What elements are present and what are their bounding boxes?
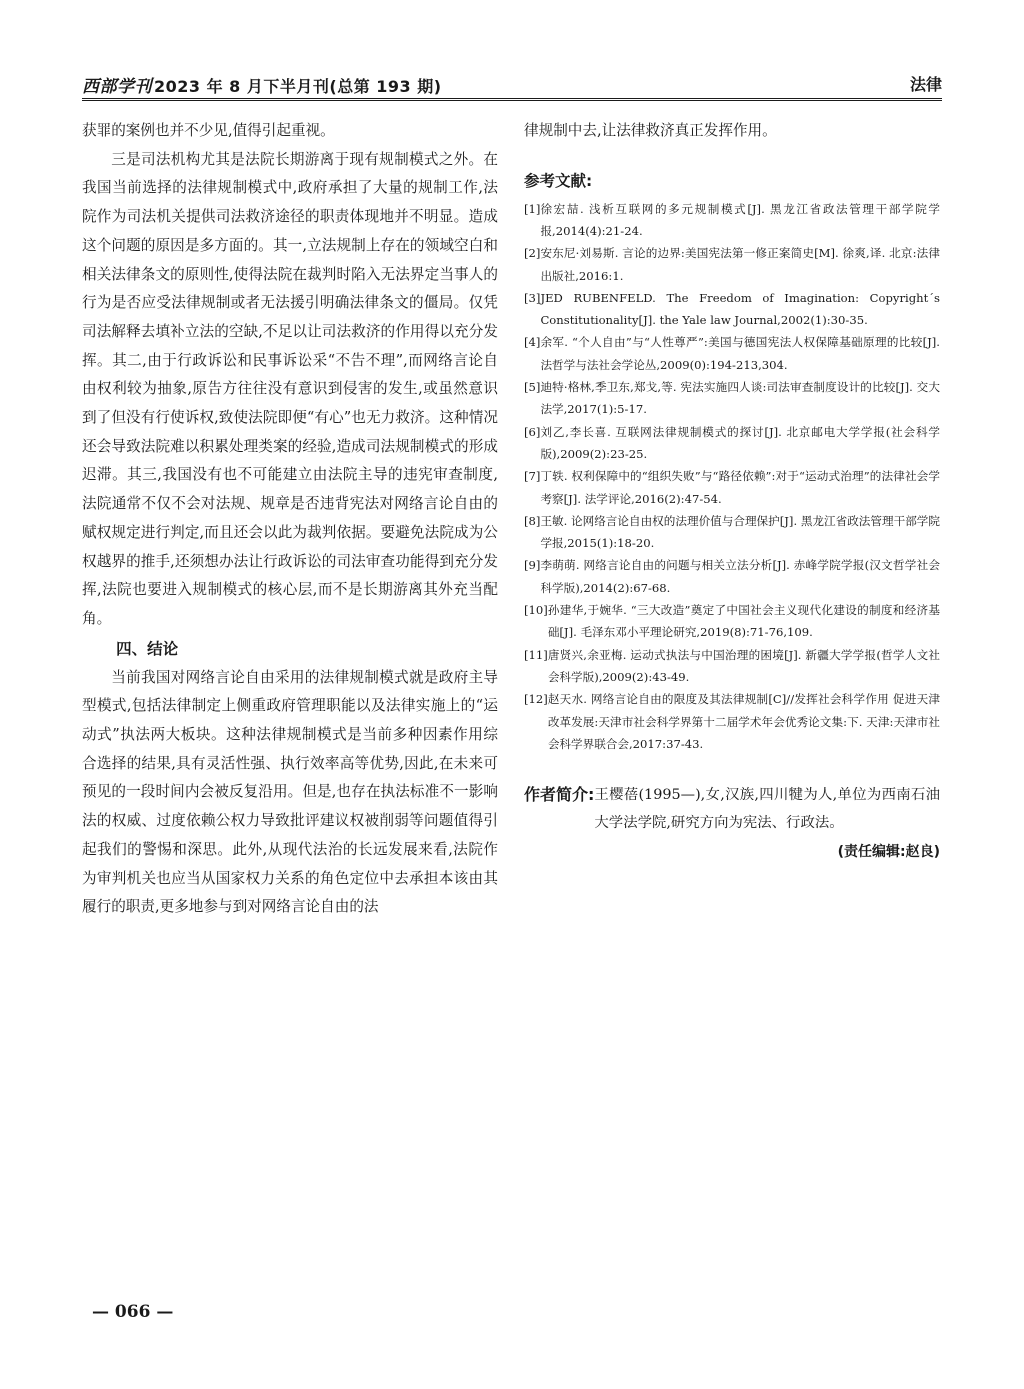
journal-issue-line xyxy=(82,72,442,97)
issue-info: 2023 年 8 月下半月刊(总第 193 期) xyxy=(154,77,442,96)
reference-number: [1] xyxy=(524,201,541,216)
reference-text: 赵天水. 网络言论自由的限度及其法律规制[C]//发挥社会科学作用 促进天津改革发展:天津市社会科学界第十二届学术年会优秀论文集:下. 天津:天津市社会科学界联合会,2017:37-43. xyxy=(547,692,940,751)
reference-item xyxy=(524,331,940,376)
paragraph: 当前我国对网络言论自由采用的法律规制模式就是政府主导型模式,包括法律制定上侧重政府管理职能以及法律实施上的“运动式”执法两大板块。这种法律规制模式是当前多种因素作用综合选择的结果,具有灵活性强、执行效率高等优势,因此,在未来可预见的一段时间内会被反复沿用。但是,也存在执法标准不一影响法的权威、过度依赖公权力导致批评建议权被削弱等问题值得引起我们的警惕和深思。此外,从现代法治的长远发展来看,法院作为审判机关也应当从国家权力关系的角色定位中去承担本该由其履行的职责,更多地参与到对网络言论自由的法 xyxy=(82,668,498,916)
reference-number: [4] xyxy=(524,335,541,350)
author-bio-label: 作者简介: xyxy=(524,785,595,805)
reference-text: 孙建华,于婉华. “三大改造”奠定了中国社会主义现代化建设的制度和经济基础[J]. 毛泽东邓小平理论研究,2019(8):71-76,109. xyxy=(547,603,940,640)
section-heading: 四、结论 xyxy=(116,639,179,658)
reference-list xyxy=(524,198,940,755)
reference-number: [2] xyxy=(524,246,541,261)
reference-number: [12] xyxy=(524,692,548,707)
reference-number: [11] xyxy=(524,647,548,662)
reference-number: [7] xyxy=(524,469,541,484)
reference-text: 徐宏喆. 浅析互联网的多元规制模式[J]. 黑龙江省政法管理干部学院学报,2014(4):21-24. xyxy=(540,201,940,238)
reference-item xyxy=(524,465,940,510)
reference-text: 刘乙,李长喜. 互联网法律规制模式的探讨[J]. 北京邮电大学学报(社会科学版),2009(2):23-25. xyxy=(540,424,940,461)
reference-item xyxy=(524,554,940,599)
responsible-editor: (责任编辑:赵良) xyxy=(837,844,940,861)
section-label: 法律 xyxy=(909,75,942,94)
reference-number: [6] xyxy=(524,424,541,439)
author-bio-text: 王樱蓓(1995—),女,汉族,四川犍为人,单位为西南石油大学法学院,研究方向为宪法、行政法。 xyxy=(594,787,940,832)
reference-text: 余军. “个人自由”与“人性尊严”:美国与德国宪法人权保障基础原理的比较[J]. 法哲学与法社会学论丛,2009(0):194-213,304. xyxy=(540,335,940,372)
reference-number: [9] xyxy=(524,558,541,573)
reference-text: 李萌萌. 网络言论自由的问题与相关立法分析[J]. 赤峰学院学报(汉文哲学社会科学版),2014(2):67-68. xyxy=(540,558,940,595)
header-divider xyxy=(82,98,942,101)
reference-number: [8] xyxy=(524,513,541,528)
reference-text: 迪特·格林,季卫东,郑戈,等. 宪法实施四人谈:司法审查制度设计的比较[J]. 交大法学,2017(1):5-17. xyxy=(540,380,940,417)
right-column xyxy=(524,117,940,861)
reference-text: 王敏. 论网络言论自由权的法理价值与合理保护[J]. 黑龙江省政法管理干部学院学报,2015(1):18-20. xyxy=(540,513,940,551)
running-header xyxy=(82,72,942,100)
reference-item xyxy=(524,644,940,689)
paragraph: 三是司法机构尤其是法院长期游离于现有规制模式之外。在我国当前选择的法律规制模式中,政府承担了大量的规制工作,法院作为司法机关提供司法救济途径的职责体现地并不明显。造成这个问题的原因是多方面的。其一,立法规制上存在的领域空白和相关法律条文的原则性,使得法院在裁判时陷入无法界定当事人的行为是否应受法律规制或者无法援引明确法律条文的僵局。仅凭司法解释去填补立法的空缺,不足以让司法救济的作用得以充分发挥。其二,由于行政诉讼和民事诉讼采“不告不理”,而网络言论自由权利较为抽象,原告方往往没有意识到侵害的发生,或虽然意识到了但没有行使诉权,致使法院即便“有心”也无力救济。这种情况还会导致法院难以积累处理类案的经验,造成司法规制模式的形成迟滞。其三,我国没有也不可能建立由法院主导的违宪审查制度,法院通常不仅不会对法规、规章是否违背宪法对网络言论自由的赋权规定进行判定,而且还会以此为裁判依据。要避免法院成为公权越界的推手,还须想办法让行政诉讼的司法审查功能得到充分发挥,法院也要进入规制模式的核心层,而不是长期游离其外充当配角。 xyxy=(82,150,498,627)
reference-number: [3] xyxy=(524,290,541,305)
reference-item xyxy=(524,198,940,243)
journal-logo: 西部学刊 xyxy=(82,77,152,97)
reference-item xyxy=(524,287,940,332)
page-number: — 066 — xyxy=(92,1302,174,1322)
reference-item xyxy=(524,421,940,466)
reference-number: [5] xyxy=(524,380,541,395)
reference-text: 安东尼·刘易斯. 言论的边界:美国宪法第一修正案简史[M]. 徐爽,译. 北京:法律出版社,2016:1. xyxy=(540,246,940,283)
left-column xyxy=(82,117,498,922)
reference-text: JED RUBENFELD. The Freedom of Imagination: Copyright´s Constitutionality[J]. the Yale law Journal,2002(1):30-35. xyxy=(540,290,940,328)
reference-number: [10] xyxy=(524,603,548,618)
reference-text: 丁轶. 权利保障中的“组织失败”与“路径依赖”:对于“运动式治理”的法律社会学考察[J]. 法学评论,2016(2):47-54. xyxy=(540,469,940,506)
reference-item xyxy=(524,376,940,421)
reference-item xyxy=(524,242,940,287)
reference-text: 唐贤兴,余亚梅. 运动式执法与中国治理的困境[J]. 新疆大学学报(哲学人文社会科学版),2009(2):43-49. xyxy=(547,647,940,684)
reference-item xyxy=(524,688,940,755)
reference-item xyxy=(524,510,940,555)
author-bio xyxy=(524,781,940,837)
reference-item xyxy=(524,599,940,644)
references-heading: 参考文献: xyxy=(524,171,593,190)
paragraph: 律规制中去,让法律救济真正发挥作用。 xyxy=(524,122,777,139)
paragraph: 获罪的案例也并不少见,值得引起重视。 xyxy=(82,122,335,139)
